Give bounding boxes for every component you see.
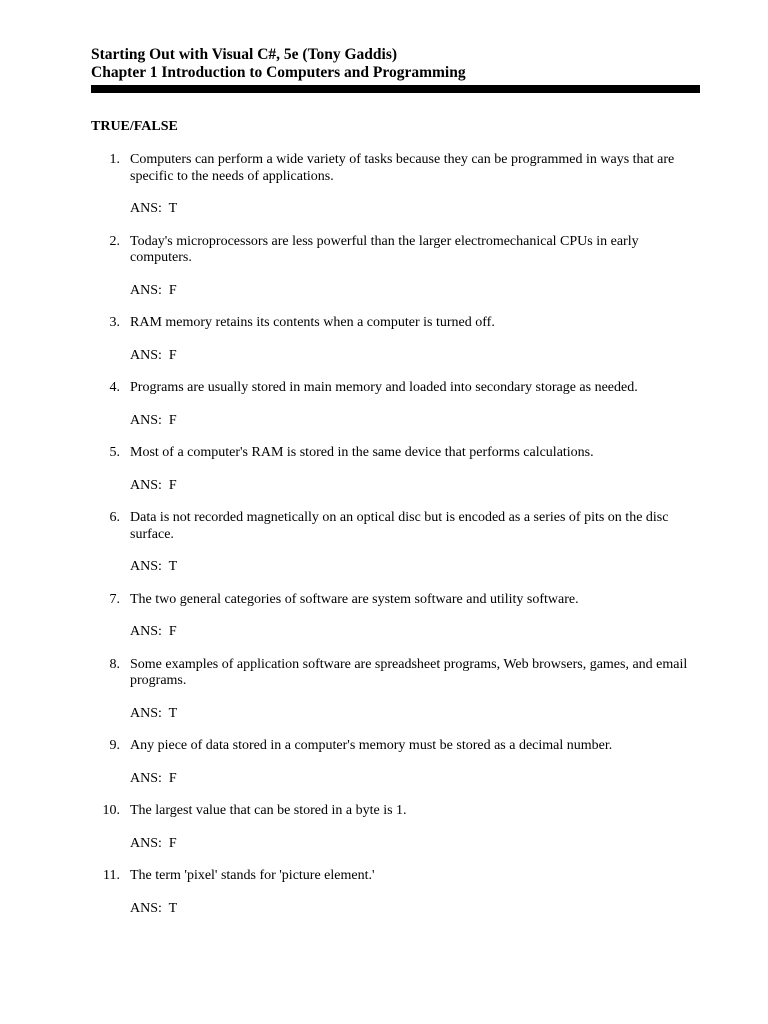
document-header: [91, 46, 700, 82]
answer-line: ANS: F: [130, 282, 177, 298]
answer-line: ANS: T: [130, 900, 178, 916]
question-item: [0, 657, 768, 723]
answer-line: ANS: F: [130, 412, 177, 428]
question-text: The largest value that can be stored in a byte is 1.: [130, 803, 407, 818]
question-item: [0, 445, 768, 494]
answer-line: ANS: T: [130, 201, 178, 216]
question-text: Data is not recorded magnetically on an optical disc but is encoded as a series of pits on the disc surface.: [130, 510, 669, 542]
question-list: [0, 152, 768, 933]
question-text: Programs are usually stored in main memory and loaded into secondary storage as needed.: [130, 380, 638, 395]
question-item: [0, 592, 768, 641]
question-number: 7.: [109, 591, 120, 607]
answer-line: ANS: F: [130, 347, 177, 363]
question-text: Some examples of application software are spreadsheet programs, Web browsers, games, and email programs.: [130, 656, 688, 688]
answer-line: ANS: F: [130, 835, 177, 851]
question-number: 10.: [102, 803, 120, 818]
question-text: Most of a computer's RAM is stored in the same device that performs calculations.: [130, 445, 594, 460]
question-number: 5.: [109, 445, 120, 460]
question-text: The two general categories of software are system software and utility software.: [130, 591, 579, 607]
question-item: [0, 234, 768, 300]
question-item: [0, 803, 768, 852]
answer-line: ANS: T: [130, 705, 178, 721]
question-number: 4.: [109, 380, 120, 395]
question-text: The term 'pixel' stands for 'picture element.': [130, 868, 375, 883]
question-item: [0, 738, 768, 787]
question-number: 6.: [109, 510, 120, 525]
question-number: 8.: [109, 656, 120, 672]
question-number: 9.: [109, 738, 120, 753]
answer-line: ANS: F: [130, 770, 177, 786]
question-text: Any piece of data stored in a computer's memory must be stored as a decimal number.: [130, 738, 613, 753]
header-divider: [91, 85, 700, 93]
question-text: Computers can perform a wide variety of tasks because they can be programmed in ways that are specific to the needs of applications.: [130, 152, 675, 184]
question-item: [0, 380, 768, 429]
question-number: 3.: [109, 315, 120, 330]
question-number: 1.: [109, 152, 120, 167]
answer-line: ANS: F: [130, 477, 177, 493]
question-text: Today's microprocessors are less powerful than the larger electromechanical CPUs in early computers.: [130, 233, 639, 265]
book-title: Starting Out with Visual C#, 5e (Tony Gaddis): [91, 46, 398, 63]
question-item: [0, 152, 768, 218]
section-heading: TRUE/FALSE: [91, 119, 178, 134]
question-number: 2.: [109, 233, 120, 249]
question-item: [0, 868, 768, 917]
question-item: [0, 510, 768, 576]
question-text: RAM memory retains its contents when a computer is turned off.: [130, 315, 495, 330]
chapter-title: Chapter 1 Introduction to Computers and Programming: [91, 64, 466, 81]
answer-line: ANS: F: [130, 624, 177, 639]
question-item: [0, 315, 768, 364]
question-number: 11.: [103, 868, 120, 883]
answer-line: ANS: T: [130, 559, 178, 574]
